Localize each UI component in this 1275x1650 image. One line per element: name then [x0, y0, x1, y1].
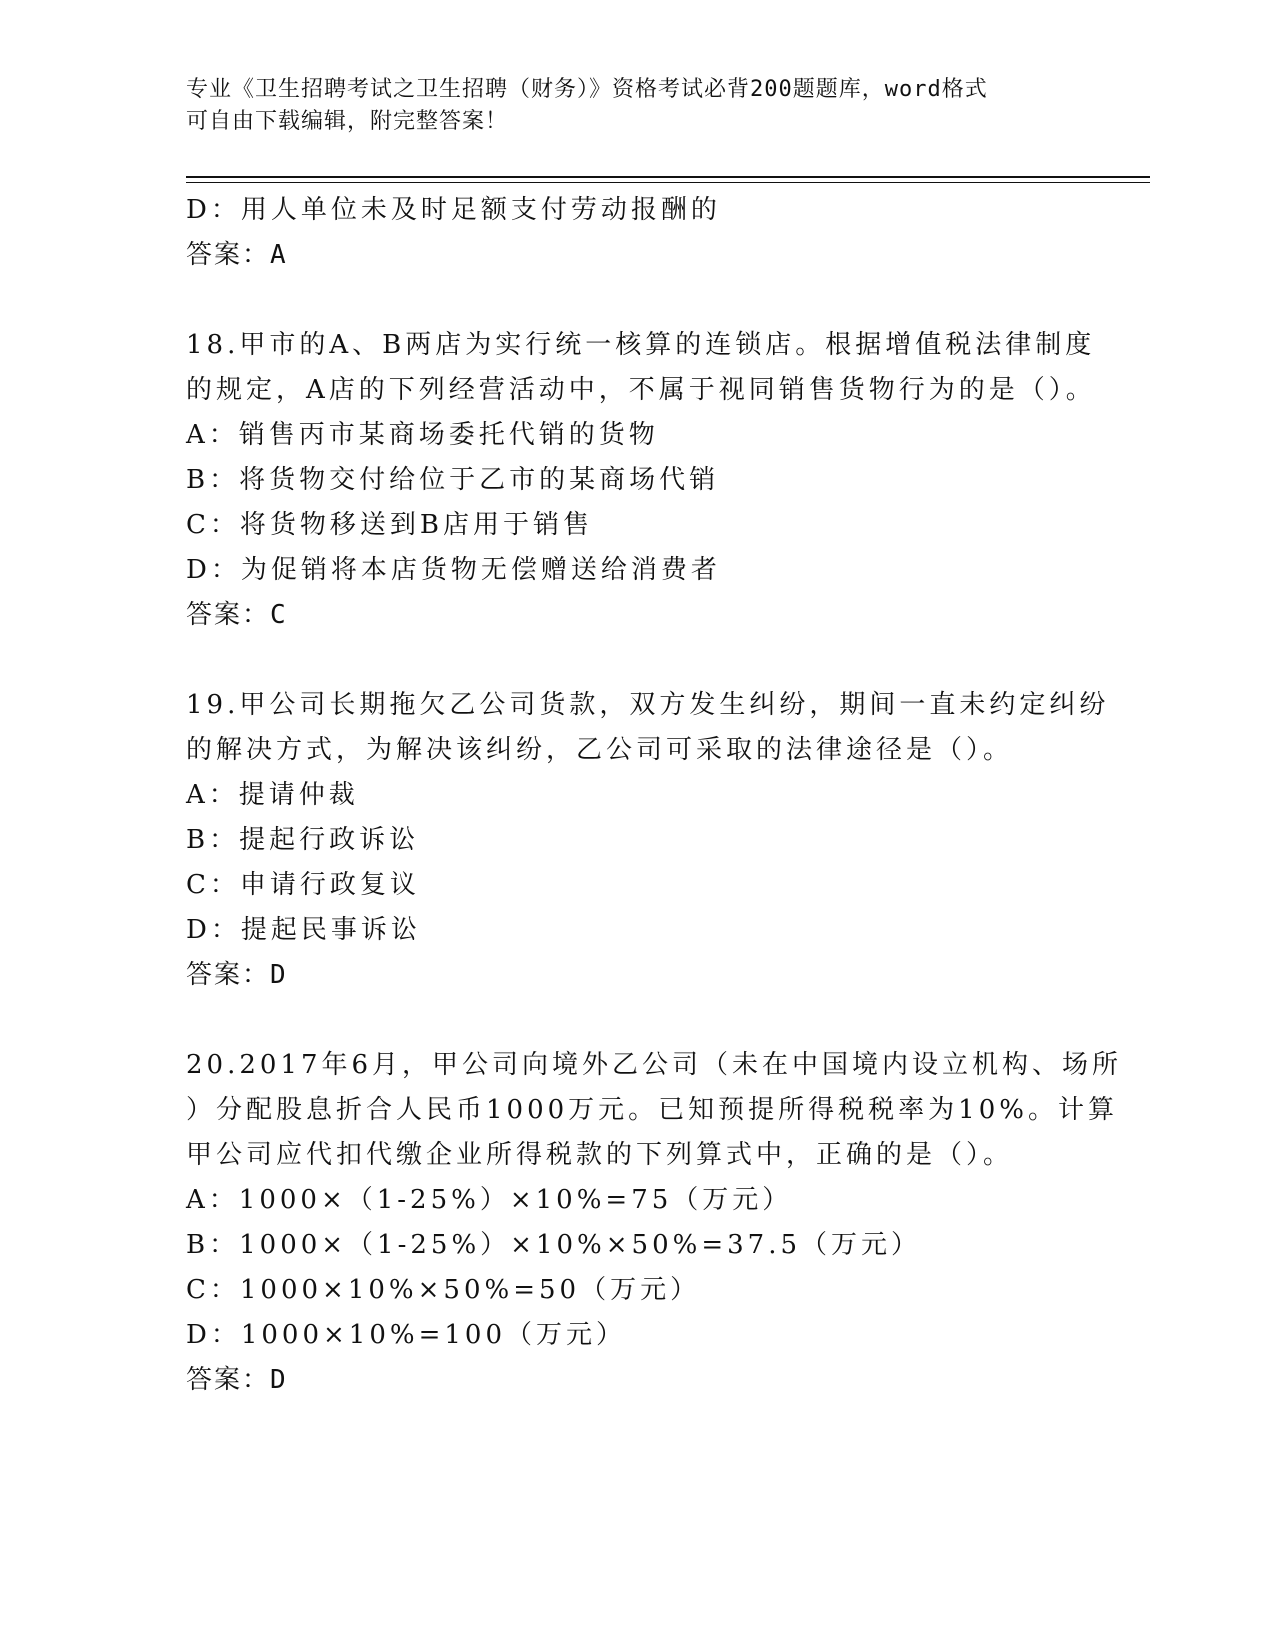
option-b: B：提起行政诉讼 [186, 825, 420, 855]
question-stem-line: 20.2017年6月，甲公司向境外乙公司（未在中国境内设立机构、场所 [186, 1050, 1123, 1080]
document-body [186, 188, 1123, 1403]
question-19 [186, 683, 1110, 998]
question-stem-line: 的规定，A店的下列经营活动中，不属于视同销售货物行为的是（）。 [186, 375, 1096, 405]
header-divider-thin [186, 182, 1150, 183]
header-line-2: 可自由下载编辑，附完整答案！ [186, 109, 509, 134]
option-d: D：1000×10%=100（万元） [186, 1320, 626, 1350]
spacer [186, 278, 1086, 323]
question-stem-line: ）分配股息折合人民币1000万元。已知预提所得税税率为10%。计算 [186, 1095, 1118, 1125]
answer: 答案：D [186, 1365, 288, 1395]
question-stem-line: 19.甲公司长期拖欠乙公司货款，双方发生纠纷，期间一直未约定纠纷 [186, 690, 1110, 720]
option-d: D：提起民事诉讼 [186, 915, 421, 945]
option-d: D：为促销将本店货物无偿赠送给消费者 [186, 555, 721, 585]
option-c: C：1000×10%×50%=50（万元） [186, 1275, 701, 1305]
option-a: A：提请仲裁 [186, 780, 359, 810]
answer: 答案：A [186, 240, 288, 270]
document-header [186, 74, 1066, 138]
header-line-1: 专业《卫生招聘考试之卫生招聘（财务）》资格考试必背200题题库，word格式 [186, 77, 988, 102]
option-a: A：1000×（1-25%）×10%=75（万元） [186, 1185, 793, 1215]
option-d: D：用人单位未及时足额支付劳动报酬的 [186, 195, 721, 225]
option-b: B：1000×（1-25%）×10%×50%=37.5（万元） [186, 1230, 922, 1260]
header-divider-thick [186, 176, 1150, 178]
question-18 [186, 323, 1096, 638]
answer: 答案：C [186, 600, 288, 630]
spacer [186, 998, 1086, 1043]
option-a: A：销售丙市某商场委托代销的货物 [186, 420, 659, 450]
spacer [186, 638, 1086, 683]
option-b: B：将货物交付给位于乙市的某商场代销 [186, 465, 720, 495]
option-c: C：将货物移送到B店用于销售 [186, 510, 594, 540]
question-stem-line: 的解决方式，为解决该纠纷，乙公司可采取的法律途径是（）。 [186, 735, 1014, 765]
question-20 [186, 1043, 1123, 1403]
question-17-tail [186, 188, 1086, 278]
answer: 答案：D [186, 960, 288, 990]
question-stem-line: 18.甲市的A、B两店为实行统一核算的连锁店。根据增值税法律制度 [186, 330, 1096, 360]
question-stem-line: 甲公司应代扣代缴企业所得税款的下列算式中，正确的是（）。 [186, 1140, 1014, 1170]
option-c: C：申请行政复议 [186, 870, 420, 900]
